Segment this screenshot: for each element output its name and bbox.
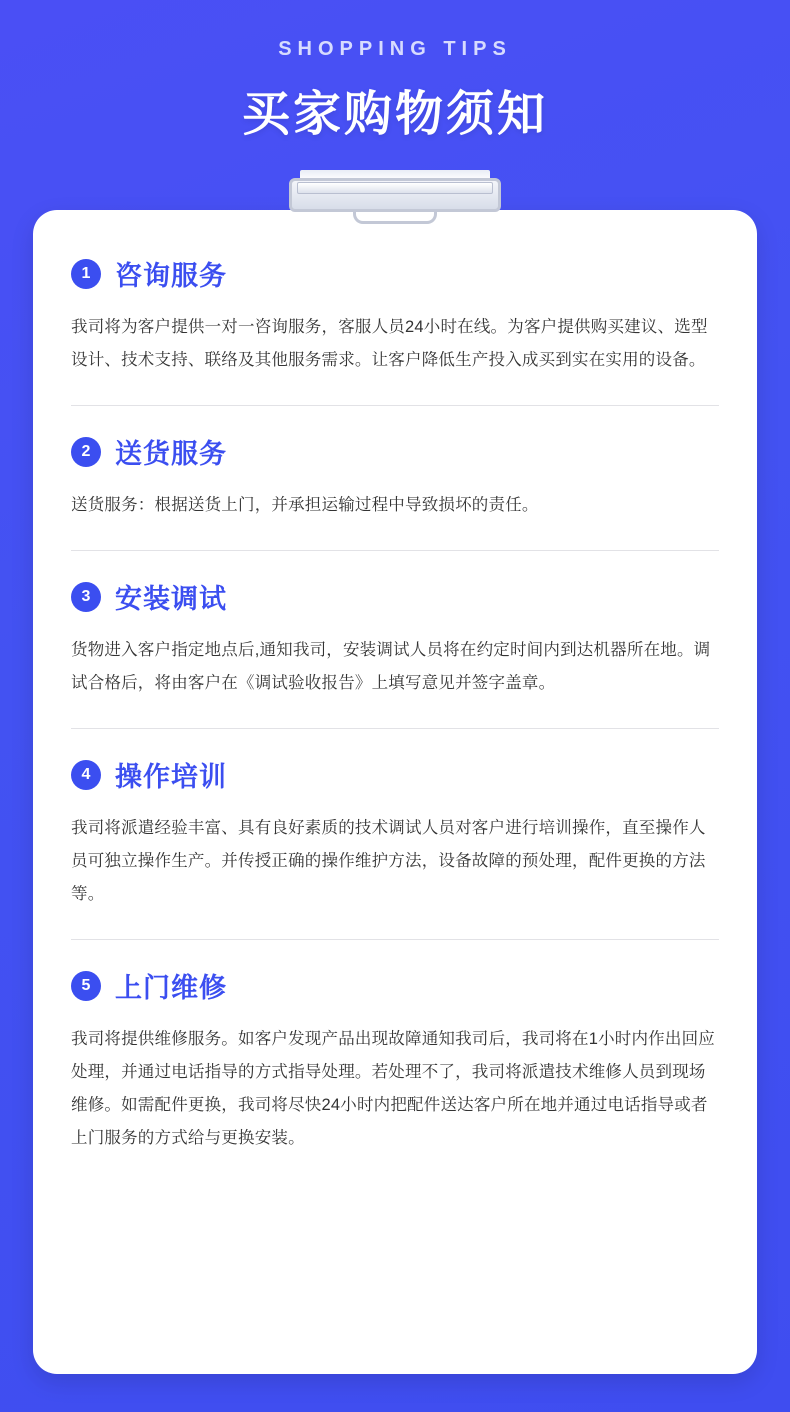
tip-header-4 [71, 755, 719, 794]
tip-body-2: 送货服务：根据送货上门，并承担运输过程中导致损坏的责任。 [71, 496, 539, 514]
tip-title-1: 咨询服务 [115, 261, 227, 291]
tip-header-1 [71, 254, 719, 293]
page-title: 买家购物须知 [241, 88, 548, 141]
tips-card [33, 210, 757, 1374]
tip-number-badge-1: 1 [71, 259, 101, 289]
clamp-inner-bar [297, 182, 493, 194]
tip-title-3: 安装调试 [115, 584, 227, 614]
tip-number-badge-5: 5 [71, 971, 101, 1001]
tip-body-5: 我司将提供维修服务。如客户发现产品出现故障通知我司后，我司将在1小时内作出回应处理，并通过电话指导的方式指导处理。若处理不了，我司将派遣技术维修人员到现场维修。如需配件更换，我司将尽快24小时内把配件送达客户所在地并通过电话指导或者上门服务的方式给与更换安装。 [71, 1030, 715, 1147]
tip-title-2: 送货服务 [115, 439, 227, 469]
tip-section-3 [71, 550, 719, 728]
tip-section-1 [71, 254, 719, 405]
tip-section-5 [71, 939, 719, 1183]
tip-title-4: 操作培训 [115, 762, 227, 792]
tip-section-4 [71, 728, 719, 939]
tip-section-2 [71, 405, 719, 550]
header-subtitle: SHOPPING TIPS [278, 38, 512, 60]
tip-number-badge-3: 3 [71, 582, 101, 612]
clipboard-clamp-icon [0, 166, 790, 236]
tip-header-2 [71, 432, 719, 471]
tip-number-badge-2: 2 [71, 437, 101, 467]
tip-body-3: 货物进入客户指定地点后,通知我司，安装调试人员将在约定时间内到达机器所在地。调试合格后，将由客户在《调试验收报告》上填写意见并签字盖章。 [71, 641, 711, 692]
page-header [0, 0, 790, 144]
tip-header-3 [71, 577, 719, 616]
tip-header-5 [71, 966, 719, 1005]
tip-body-1: 我司将为客户提供一对一咨询服务，客服人员24小时在线。为客户提供购买建议、选型设计、技术支持、联络及其他服务需求。让客户降低生产投入成买到实在实用的设备。 [71, 318, 708, 369]
tip-number-badge-4: 4 [71, 760, 101, 790]
tip-title-5: 上门维修 [115, 973, 227, 1003]
clamp-tab [353, 210, 437, 224]
tip-body-4: 我司将派遣经验丰富、具有良好素质的技术调试人员对客户进行培训操作，直至操作人员可独立操作生产。并传授正确的操作维护方法，设备故障的预处理，配件更换的方法等。 [71, 819, 706, 903]
